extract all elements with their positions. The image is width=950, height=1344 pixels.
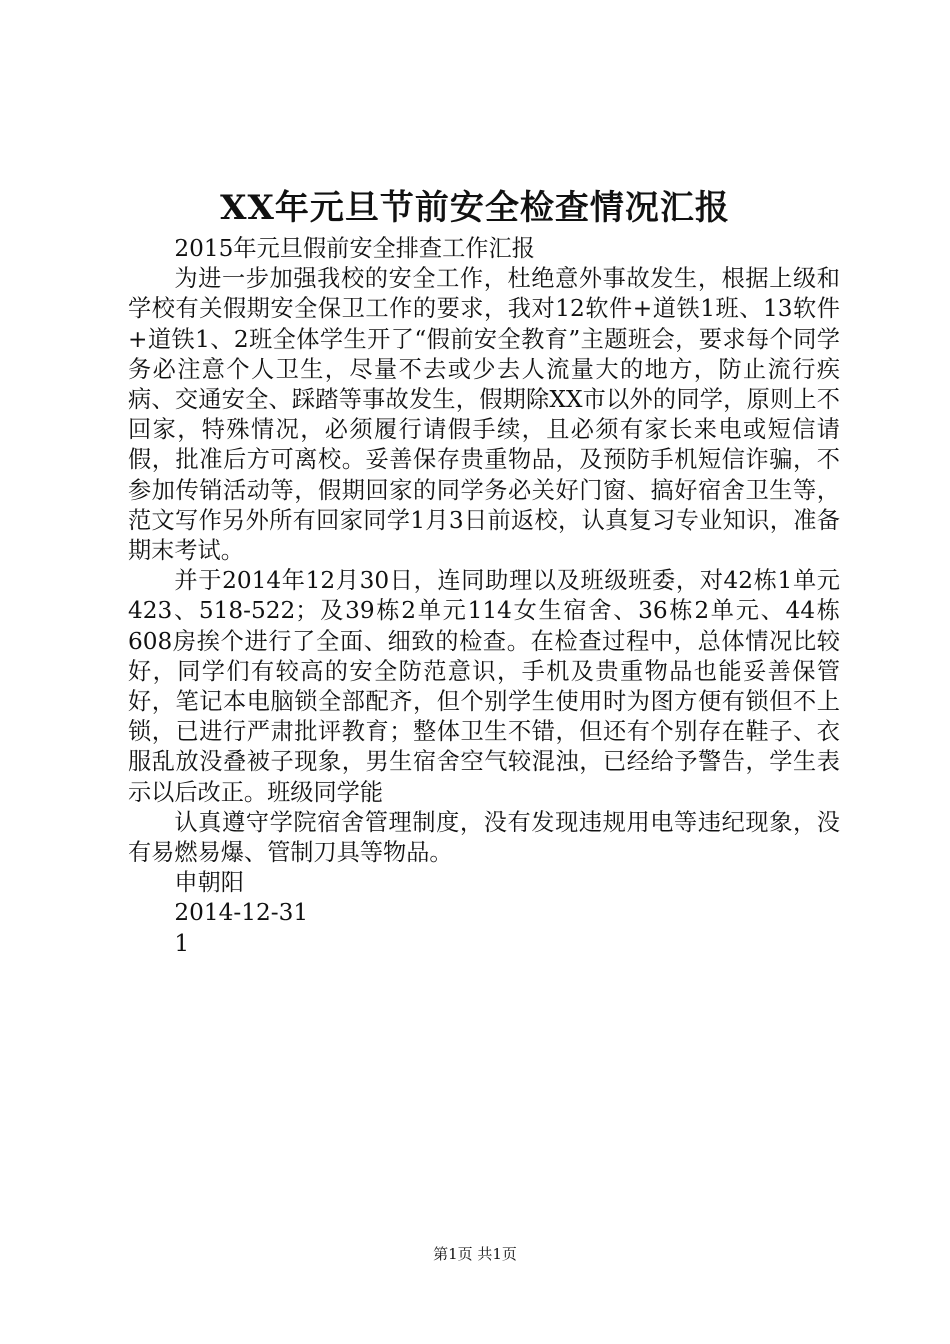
document-title: XX年元旦节前安全检查情况汇报 xyxy=(220,188,730,228)
signature: 申朝阳 xyxy=(174,869,244,897)
page-number-inline: 1 xyxy=(174,929,190,957)
document-subtitle: 2015年元旦假前安全排查工作汇报 xyxy=(174,235,535,262)
document-body xyxy=(128,234,840,959)
paragraph-1: 为进一步加强我校的安全工作，杜绝意外事故发生，根据上级和学校有关假期安全保卫工作的要求，我对12软件+道铁1班、13软件+道铁1、2班全体学生开了“假前安全教育”主题班会，要求每个同学务必注意个人卫生，尽量不去或少去人流量大的地方，防止流行疾病、交通安全、踩踏等事故发生，假期除XX市以外的同学，原则上不回家，特殊情况，必须履行请假手续，且必须有家长来电或短信请假，批准后方可离校。妥善保存贵重物品，及预防手机短信诈骗，不参加传销活动等，假期回家的同学务必关好门窗、搞好宿舍卫生等，范文写作另外所有回家同学1月3日前返校，认真复习专业知识，准备期末考试。 xyxy=(128,265,840,565)
paragraph-3: 认真遵守学院宿舍管理制度，没有发现违规用电等违纪现象，没有易燃易爆、管制刀具等物品。 xyxy=(128,808,840,867)
paragraph-2: 并于2014年12月30日，连同助理以及班级班委，对42栋1单元423、518-522；及39栋2单元114女生宿舍、36栋2单元、44栋608房挨个进行了全面、细致的检查。在检查过程中，总体情况比较好，同学们有较高的安全防范意识，手机及贵重物品也能妥善保管好，笔记本电脑锁全部配齐，但个别学生使用时为图方便有锁但不上锁，已进行严肃批评教育；整体卫生不错，但还有个别存在鞋子、衣服乱放没叠被子现象，男生宿舍空气较混浊，已经给予警告，学生表示以后改正。班级同学能 xyxy=(128,567,840,806)
page-footer: 第1页 共1页 xyxy=(433,1245,517,1263)
report-date: 2014-12-31 xyxy=(174,899,309,927)
